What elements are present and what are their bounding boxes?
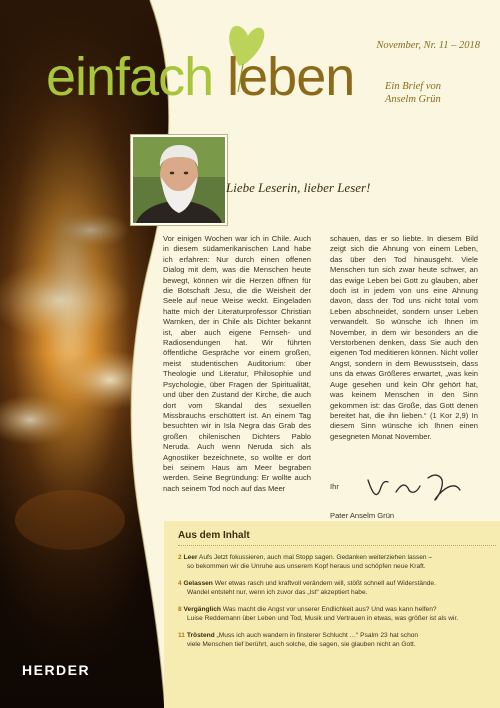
signature-image xyxy=(362,470,472,508)
letter-column-2: schauen, das er so liebte. In diesem Bild zeigt sich die Ahnung von einem Leben, das über den Tod hinausgeht. Viele Menschen tun sich zwar heute schwer, an das ewige Leben bei Gott zu glauben, aber doch ist in jedem von uns eine Ahnung davon, dass der Tod uns nicht total vom Leben abschneidet, sondern unser Leben verwandelt. So wünsche ich Ihnen im November, in dem wir besonders an die Verstorbenen denken, dass Sie auch den eigenen Tod meditieren können. Nicht voller Angst, sondern in dem Bewusstsein, dass uns da etwas Größeres erwartet, „was kein Auge gesehen und kein Ohr gehört hat, was keinem Menschen in den Sinn gekommen ist: das Große, das Gott denen bereitet hat, die ihn lieben.“ (1 Kor 2,9) In diesem Sinn wünsche ich Ihnen einen gesegneten Monat November. xyxy=(330,234,478,441)
byline-line1: Ein Brief von xyxy=(385,81,441,92)
toc-keyword: Vergänglich xyxy=(183,606,221,613)
toc-text-continued: Wandel entsteht nur, wenn ich zuvor das „Ist“ akzeptiert habe. xyxy=(187,589,368,597)
salutation: Liebe Leserin, lieber Leser! xyxy=(226,180,371,195)
toc-item[interactable] xyxy=(178,631,496,650)
toc-page-number: 4 xyxy=(178,580,182,587)
issue-label: November, Nr. 11 – 2018 xyxy=(376,40,480,51)
publisher-logo: HERDER xyxy=(22,662,91,678)
toc-keyword: Tröstend xyxy=(186,632,215,639)
byline-line2: Anselm Grün xyxy=(385,94,441,105)
toc-text-continued: viele Menschen tief berührt, auch solche, die sagen, sie glauben nicht an Gott. xyxy=(187,641,416,649)
byline xyxy=(385,80,441,106)
toc-text-continued: Luise Reddemann über Leben und Tod, Musik und Vertrauen in etwas, was größer ist als wir. xyxy=(187,615,459,623)
contents-box xyxy=(164,521,500,708)
signer-name: Pater Anselm Grün xyxy=(330,511,395,520)
contents-title: Aus dem Inhalt xyxy=(178,530,250,541)
toc-item[interactable] xyxy=(178,579,496,598)
title-leben: leben xyxy=(227,47,355,107)
title-einfach: einfach xyxy=(46,47,214,107)
toc-keyword: Gelassen xyxy=(183,580,213,587)
toc-text-continued: so bekommen wir die Unruhe aus unserem Kopf heraus und schöpfen neue Kraft. xyxy=(187,563,426,571)
toc-page-number: 2 xyxy=(178,554,182,561)
toc-item[interactable] xyxy=(178,553,496,572)
toc-text: „Muss ich auch wandern in finsterer Schlucht …“ Psalm 23 hat schon xyxy=(216,632,419,639)
toc-keyword: Leer xyxy=(183,554,198,561)
toc-page-number: 8 xyxy=(178,606,182,613)
toc-page-number: 11 xyxy=(178,632,185,639)
letter-column-1: Vor einigen Wochen war ich in Chile. Auch in diesem südamerikanischen Land habe ich erfahren: Nur durch einen offenen Dialog mit dem, was die Menschen heute bewegt, können wir die Herzen öffnen für die Botschaft Jesu, die die Weisheit der Seele auf neue Weise weckt. Eingeladen hatte mich der Literaturprofessor Christian Warnken, der in Chile als Dichter bekannt ist, aber auch eigene Fernseh- und Radiosendungen hat. Wir führten öffentliche Gespräche vor einem großen, meist studentischen Auditorium: über Theologie und Literatur, Philosophie und Psychologie, über Fragen der Spiritualität, und über den Zustand der Kirche, die auch dort vom Skandal des sexuellen Missbrauchs erschüttert ist. An einem Tag besuchten wir in Isla Negra das Grab des großen chilenischen Dichters Pablo Neruda. Auch wenn Neruda sich als Agnostiker bezeichnete, so wollte er dort bei seinem Haus am Meer begraben werden. Seine Begründung: Er wollte auch nach seinem Tod noch auf das Meer xyxy=(163,234,311,493)
toc-item[interactable] xyxy=(178,605,496,624)
toc-text: Was macht die Angst vor unserer Endlichkeit aus? Und was kann helfen? xyxy=(222,606,437,613)
contents-divider xyxy=(178,545,496,546)
masthead-title xyxy=(46,47,355,107)
author-portrait xyxy=(131,135,227,225)
closing: Ihr xyxy=(330,482,339,491)
toc-text: Wer etwas rasch und kraftvoll verändern will, stößt schnell auf Widerstände. xyxy=(214,580,436,587)
toc-text: Aufs Jetzt fokussieren, auch mal Stopp sagen. Gedanken weiterziehen lassen – xyxy=(198,554,433,561)
